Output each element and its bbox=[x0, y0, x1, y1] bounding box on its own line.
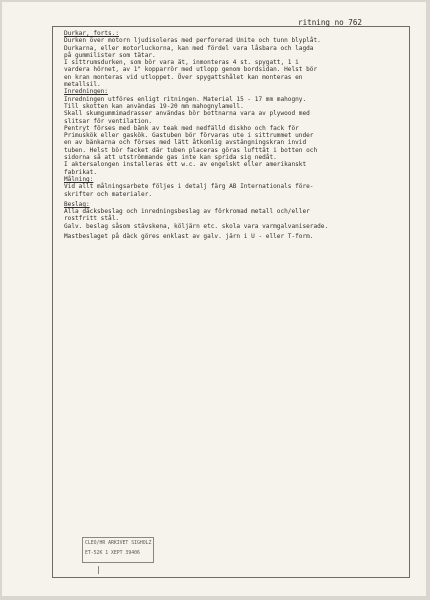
text-line: I aktersalongen installeras ett w.c. av engelskt eller amerikanskt bbox=[64, 161, 307, 169]
text-line: skrifter och materialer. bbox=[64, 190, 153, 198]
document-body bbox=[64, 30, 404, 240]
text-line: slitsar för ventilation. bbox=[64, 117, 153, 125]
text-line: Till skotten kan användas 19-20 mm mahognylamell. bbox=[64, 102, 244, 110]
section-heading: Beslag: bbox=[64, 200, 90, 208]
text-line: Inredningen utföres enligt ritningen. Material 15 - 17 mm mahogny. bbox=[64, 95, 307, 103]
text-line: Vid allt målningsarbete följes i detalj färg AB Internationals före- bbox=[64, 183, 314, 191]
text-line: Skall skumgummimadrasser användas bör bottnarna vara av plywood med bbox=[64, 110, 310, 118]
text-line: Durken över motorn ljudisoleras med perforerad Unite och tunn blyplåt. bbox=[64, 37, 321, 45]
drawing-reference: ritning no 762 bbox=[298, 18, 363, 27]
text-line: Alla däcksbeslag och inredningsbeslag av förkromad metall och/eller bbox=[64, 208, 310, 216]
stamp-line-1: CLEO/HR ARKIVET SIGHOLZ bbox=[85, 541, 152, 546]
section-heading: Durkar, forts.: bbox=[64, 30, 120, 37]
section-heading: Inredningen: bbox=[64, 88, 109, 96]
text-line: en kran monteras vid utloppet. Över spygattshålet kan monteras en bbox=[64, 73, 303, 81]
margin-mark bbox=[98, 566, 109, 574]
section-heading: Målning: bbox=[64, 175, 94, 183]
text-line: fabrikat. bbox=[64, 168, 98, 176]
text-line: på gummilister som tätar. bbox=[64, 51, 156, 59]
text-line: rostfritt stål. bbox=[64, 215, 120, 223]
archive-stamp bbox=[82, 537, 154, 563]
text-line: tuben. Helst bör facket där tuben placeras göras lufttät i botten och bbox=[64, 146, 318, 154]
text-line: Galv. beslag såsom stävskena, köljärn etc. skola vara varmgalvaniserade. bbox=[64, 222, 329, 230]
text-line: Durkarna, eller motorluckorna, kan med fördel vara låsbara och lagda bbox=[64, 44, 314, 52]
stamp-line-2: ET-52K 1 XEPT 39406 bbox=[85, 551, 140, 556]
text-line: Primuskök eller gaskök. Gastuben bör förvaras ute i sittrummet under bbox=[64, 132, 314, 140]
text-line: Mastbeslaget på däck göres enklast av galv. järn i U - eller T-form. bbox=[64, 233, 314, 241]
text-line: I sittrumsdurken, som bör vara ät, inmonteras 4 st. spygatt, 1 i bbox=[64, 59, 299, 67]
text-line: vardera hörnet, av 1" kopparrör med utlopp genom bordsidan. Helst bör bbox=[64, 66, 318, 74]
text-line: Pentryt förses med bänk av teak med nedfälld diskho och fack för bbox=[64, 124, 299, 132]
text-line: en av bänkarna och förses med lätt åtkomlig avstängningskran invid bbox=[64, 139, 307, 147]
document-sheet bbox=[2, 2, 426, 596]
text-line: sidorna så att utströmmande gas inte kan sprida sig nedåt. bbox=[64, 154, 277, 162]
text-line: metallsil. bbox=[64, 81, 101, 89]
